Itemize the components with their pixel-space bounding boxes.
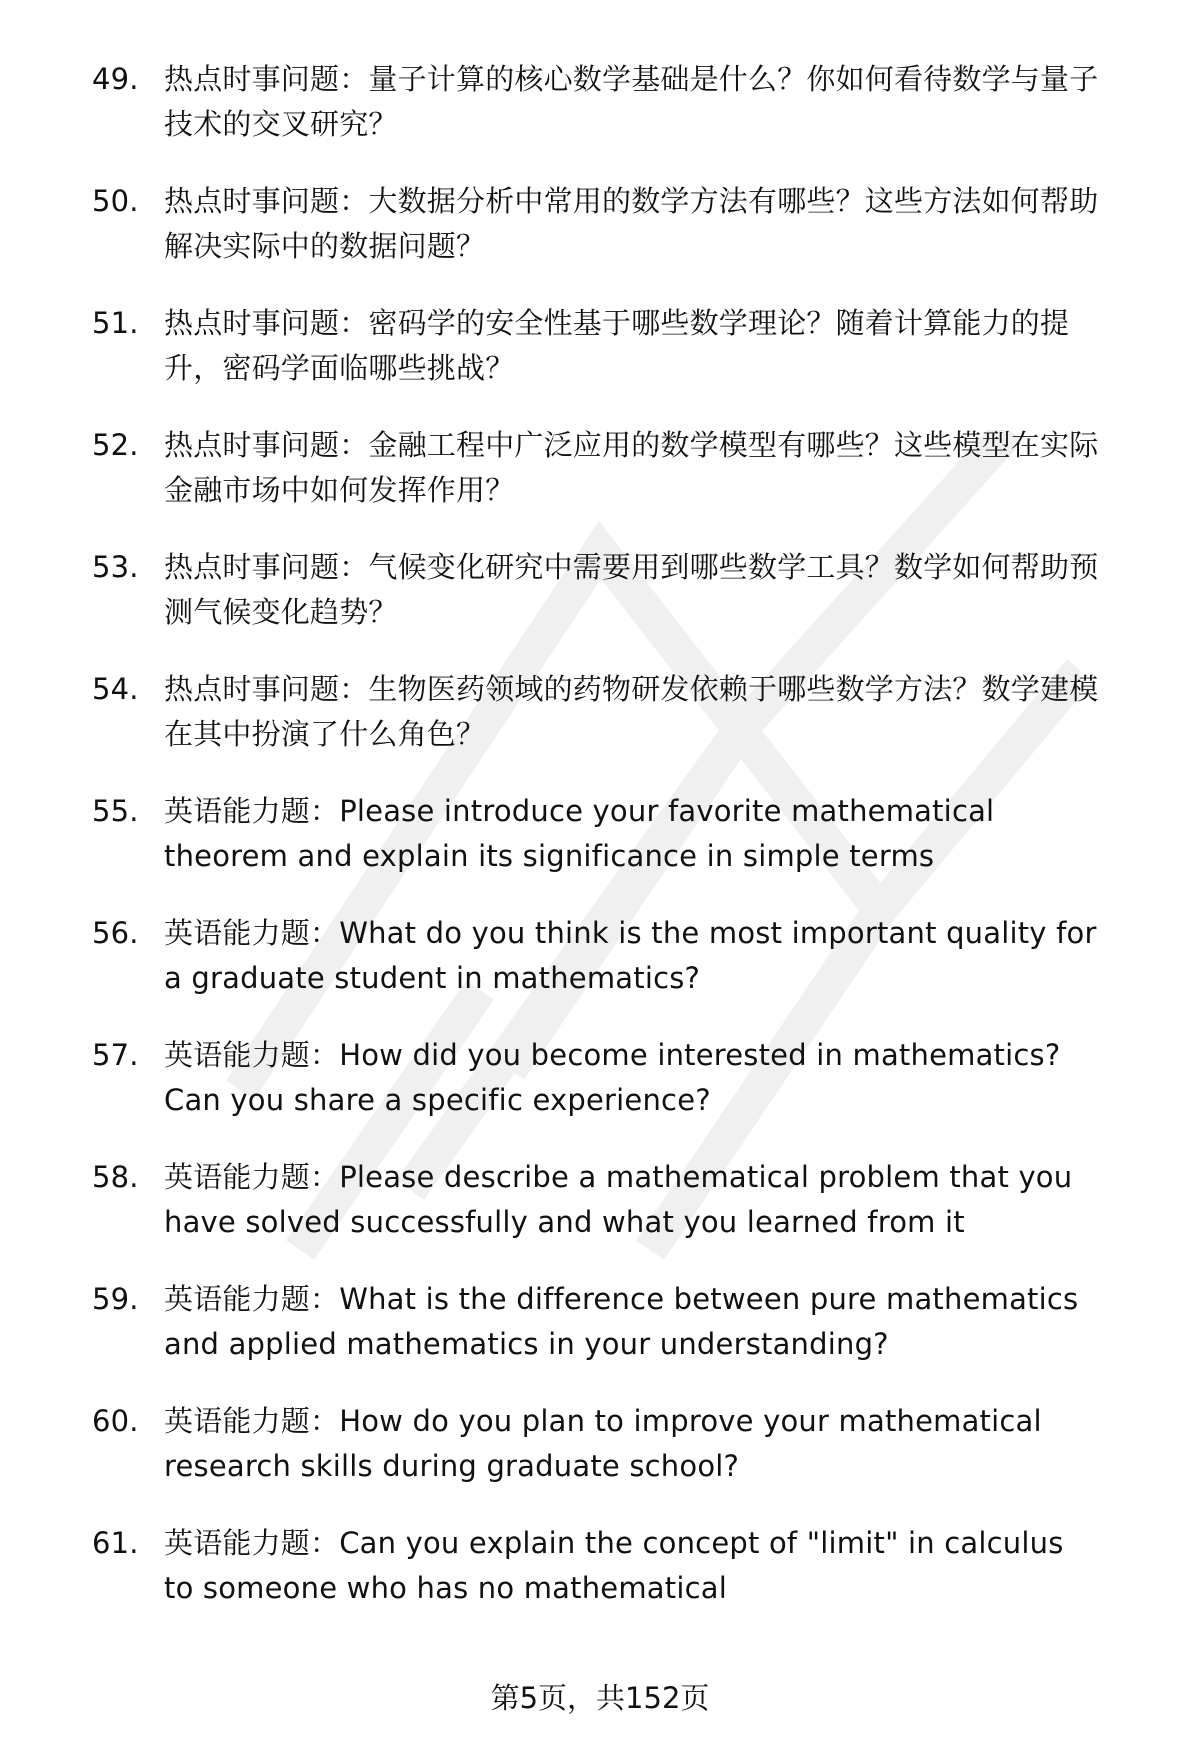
question-number: 57.: [92, 1038, 139, 1072]
question-text: 密码学的安全性基于哪些数学理论？随着计算能力的提升，密码学面临哪些挑战？: [164, 306, 1070, 385]
question-list: [92, 57, 1102, 1643]
question-number: 53.: [92, 550, 139, 584]
question-item: [92, 667, 1102, 757]
question-item: [92, 423, 1102, 513]
question-category: 英语能力题：: [164, 1404, 340, 1438]
question-body: [164, 1521, 1102, 1611]
question-body: [164, 1155, 1102, 1245]
question-number: 50.: [92, 184, 139, 218]
question-number: 51.: [92, 306, 139, 340]
question-body: [164, 179, 1102, 269]
question-body: [164, 1399, 1102, 1489]
question-body: [164, 789, 1102, 879]
question-number: 52.: [92, 428, 139, 462]
question-category: 热点时事问题：: [164, 428, 369, 462]
question-category: 英语能力题：: [164, 1526, 340, 1560]
question-category: 英语能力题：: [164, 1038, 340, 1072]
question-text: What do you think is the most important quality for a graduate student in mathematics?: [164, 916, 1097, 995]
question-item: [92, 1155, 1102, 1245]
question-text: 金融工程中广泛应用的数学模型有哪些？这些模型在实际金融市场中如何发挥作用？: [164, 428, 1099, 507]
question-category: 英语能力题：: [164, 916, 340, 950]
question-item: [92, 1277, 1102, 1367]
question-text: How did you become interested in mathematics? Can you share a specific experience?: [164, 1038, 1061, 1117]
question-body: [164, 1277, 1102, 1367]
question-category: 热点时事问题：: [164, 306, 369, 340]
question-number: 49.: [92, 62, 139, 96]
question-category: 英语能力题：: [164, 1282, 340, 1316]
question-body: [164, 911, 1102, 1001]
question-item: [92, 301, 1102, 391]
question-item: [92, 1521, 1102, 1611]
question-number: 55.: [92, 794, 139, 828]
question-item: [92, 545, 1102, 635]
question-number: 60.: [92, 1404, 139, 1438]
question-item: [92, 911, 1102, 1001]
question-category: 热点时事问题：: [164, 184, 369, 218]
question-category: 热点时事问题：: [164, 62, 369, 96]
question-item: [92, 57, 1102, 147]
question-body: [164, 667, 1102, 757]
question-item: [92, 789, 1102, 879]
question-category: 英语能力题：: [164, 794, 340, 828]
question-body: [164, 1033, 1102, 1123]
question-text: 大数据分析中常用的数学方法有哪些？这些方法如何帮助解决实际中的数据问题？: [164, 184, 1099, 263]
question-body: [164, 423, 1102, 513]
question-item: [92, 179, 1102, 269]
question-text: Please describe a mathematical problem that you have solved successfully and what you learned from it: [164, 1160, 1073, 1239]
question-text: Please introduce your favorite mathematical theorem and explain its significance in simple terms: [164, 794, 995, 873]
question-number: 59.: [92, 1282, 139, 1316]
question-text: What is the difference between pure mathematics and applied mathematics in your understanding?: [164, 1282, 1079, 1361]
question-text: Can you explain the concept of "limit" in calculus to someone who has no mathematical: [164, 1526, 1064, 1605]
question-text: 量子计算的核心数学基础是什么？你如何看待数学与量子技术的交叉研究？: [164, 62, 1099, 141]
question-body: [164, 57, 1102, 147]
question-body: [164, 301, 1102, 391]
question-category: 英语能力题：: [164, 1160, 340, 1194]
question-number: 58.: [92, 1160, 139, 1194]
question-number: 54.: [92, 672, 139, 706]
question-number: 56.: [92, 916, 139, 950]
question-text: 气候变化研究中需要用到哪些数学工具？数学如何帮助预测气候变化趋势？: [164, 550, 1099, 629]
question-category: 热点时事问题：: [164, 550, 369, 584]
question-text: How do you plan to improve your mathematical research skills during graduate school?: [164, 1404, 1042, 1483]
page-indicator: 第5页，共152页: [490, 1681, 710, 1715]
question-item: [92, 1399, 1102, 1489]
question-body: [164, 545, 1102, 635]
question-number: 61.: [92, 1526, 139, 1560]
question-item: [92, 1033, 1102, 1123]
question-text: 生物医药领域的药物研发依赖于哪些数学方法？数学建模在其中扮演了什么角色？: [164, 672, 1099, 751]
question-category: 热点时事问题：: [164, 672, 369, 706]
